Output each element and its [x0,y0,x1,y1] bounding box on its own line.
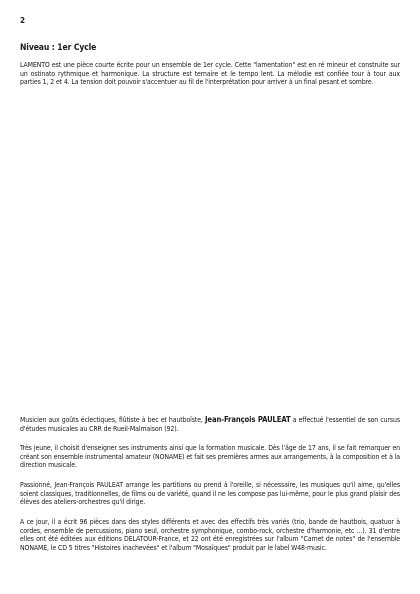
bio-paragraph-4: A ce jour, il a écrit 96 pièces dans des styles différents et avec des effectifs très variés (trio, bande de hautbois, quatuor à cordes, ensemble de percussions, piano seul, orchestre symphonique, combo-rock, orchestre d'harmonie, etc ...). 31 d'entre elles ont été éditées aux éditions DELATOUR-France, et 22 ont été enregistrées sur l'album "Carnet de notes" de l'ensemble NONAME, le CD 5 titres "Histoires inachevées" et l'album "Mosaïques" produit par le label W48-music. [20,518,400,552]
piece-description: LAMENTO est une pièce courte écrite pour un ensemble de 1er cycle. Cette "lamentation" est en ré mineur et construite sur un ostinato rythmique et harmonique. La structure est ternaire et le tempo lent. La mélodie est confiée tour à tour aux parties 1, 2 et 4. La tension doit pouvoir s'accentuer au fil de l'interprétation pour arriver à un final pesant et sombre. [20,61,400,87]
bio-paragraph-2: Très jeune, il choisit d'enseigner ses instruments ainsi que la formation musicale. Dès l'âge de 17 ans, il se fait remarquer en créant son ensemble instrumental amateur (NONAME) et fait ses premières armes aux arrangements, à la composition et à la direction musicale. [20,444,400,470]
composer-name: Jean-François PAULEAT [204,415,291,424]
bio-p1-after: a effectué l'essentiel de son cursus d'études musicales au CRR de Rueil-Malmaison (92). [20,416,400,433]
bio-p1-before: Musicien aux goûts éclectiques, flûtiste à bec et hautboïste, [20,416,205,424]
level-heading: Niveau : 1er Cycle [20,43,97,53]
page-number: 2 [20,16,26,25]
bio-paragraph-3: Passionné, Jean-François PAULEAT arrange les partitions ou prend à l'oreille, si nécessaire, les musiques qu'il aime, qu'elles soient classiques, traditionnelles, de films ou de variété, quand il ne les compose pas lui-même, pour le plus grand plaisir des élèves des ateliers-orchestres qu'il dirige. [20,481,400,507]
bio-paragraph-1 [20,416,400,433]
